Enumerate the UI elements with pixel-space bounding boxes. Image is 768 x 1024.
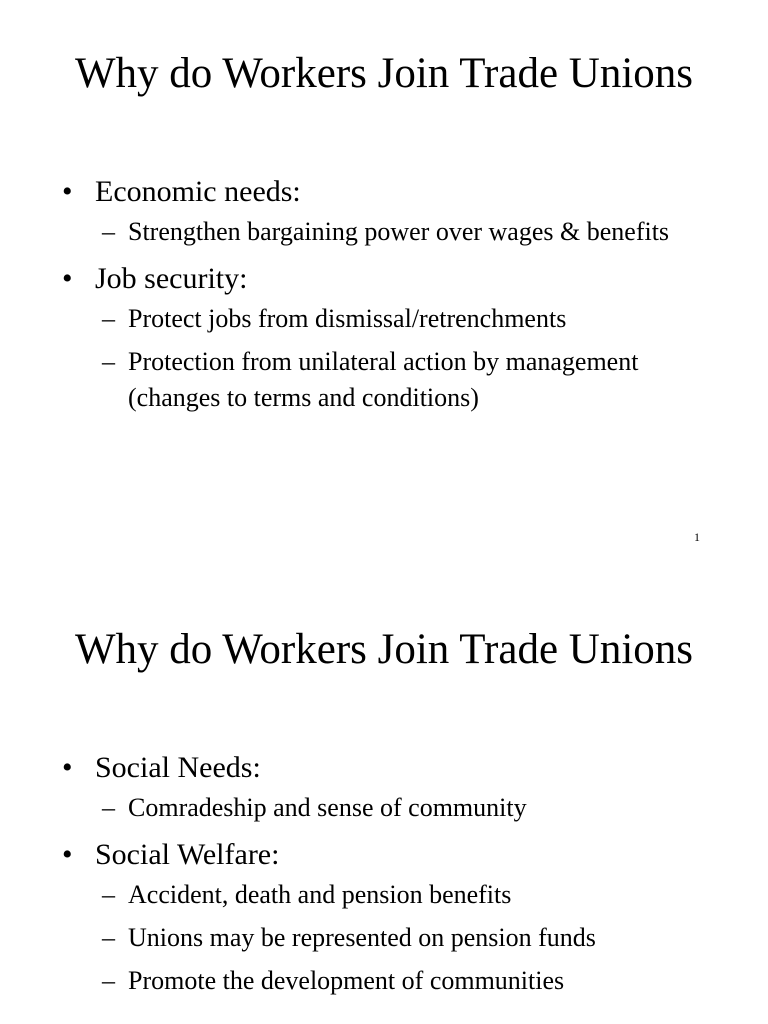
bullet-label: Social Needs:	[95, 751, 261, 784]
sub-list	[0, 301, 768, 416]
bullet-economic-needs	[0, 170, 768, 214]
slide-content	[0, 170, 768, 423]
sub-item	[0, 344, 768, 416]
dash-icon: –	[102, 966, 115, 995]
slide-title: Why do Workers Join Trade Unions	[74, 626, 694, 673]
dash-icon: –	[102, 347, 115, 376]
slide-2	[0, 576, 768, 1024]
sub-list	[0, 790, 768, 826]
sub-list	[0, 214, 768, 250]
page-number: 1	[694, 530, 700, 544]
sub-item	[0, 301, 768, 337]
bullet-icon: •	[62, 751, 73, 784]
sub-list	[0, 877, 768, 999]
sub-item	[0, 963, 768, 999]
sub-item	[0, 920, 768, 956]
sub-item-text: Strengthen bargaining power over wages & benefits	[128, 217, 670, 246]
slide-title: Why do Workers Join Trade Unions	[74, 50, 694, 97]
dash-icon: –	[102, 880, 115, 909]
sub-item-text: Unions may be represented on pension funds	[128, 923, 596, 952]
bullet-icon: •	[62, 838, 73, 871]
dash-icon: –	[102, 304, 115, 333]
bullet-label: Job security:	[95, 262, 248, 295]
sub-item-text: Protection from unilateral action by management (changes to terms and conditions)	[128, 347, 639, 412]
dash-icon: –	[102, 923, 115, 952]
sub-item-text: Comradeship and sense of community	[128, 793, 527, 822]
bullet-icon: •	[62, 175, 73, 208]
sub-item	[0, 877, 768, 913]
bullet-social-needs	[0, 746, 768, 790]
bullet-job-security	[0, 257, 768, 301]
dash-icon: –	[102, 793, 115, 822]
bullet-icon: •	[62, 262, 73, 295]
sub-item	[0, 790, 768, 826]
sub-item	[0, 214, 768, 250]
sub-item-text: Accident, death and pension benefits	[128, 880, 512, 909]
bullet-social-welfare	[0, 833, 768, 877]
dash-icon: –	[102, 217, 115, 246]
bullet-label: Economic needs:	[95, 175, 301, 208]
slide-content	[0, 746, 768, 1006]
sub-item-text: Promote the development of communities	[128, 966, 565, 995]
sub-item-text: Protect jobs from dismissal/retrenchments	[128, 304, 567, 333]
bullet-label: Social Welfare:	[95, 838, 280, 871]
